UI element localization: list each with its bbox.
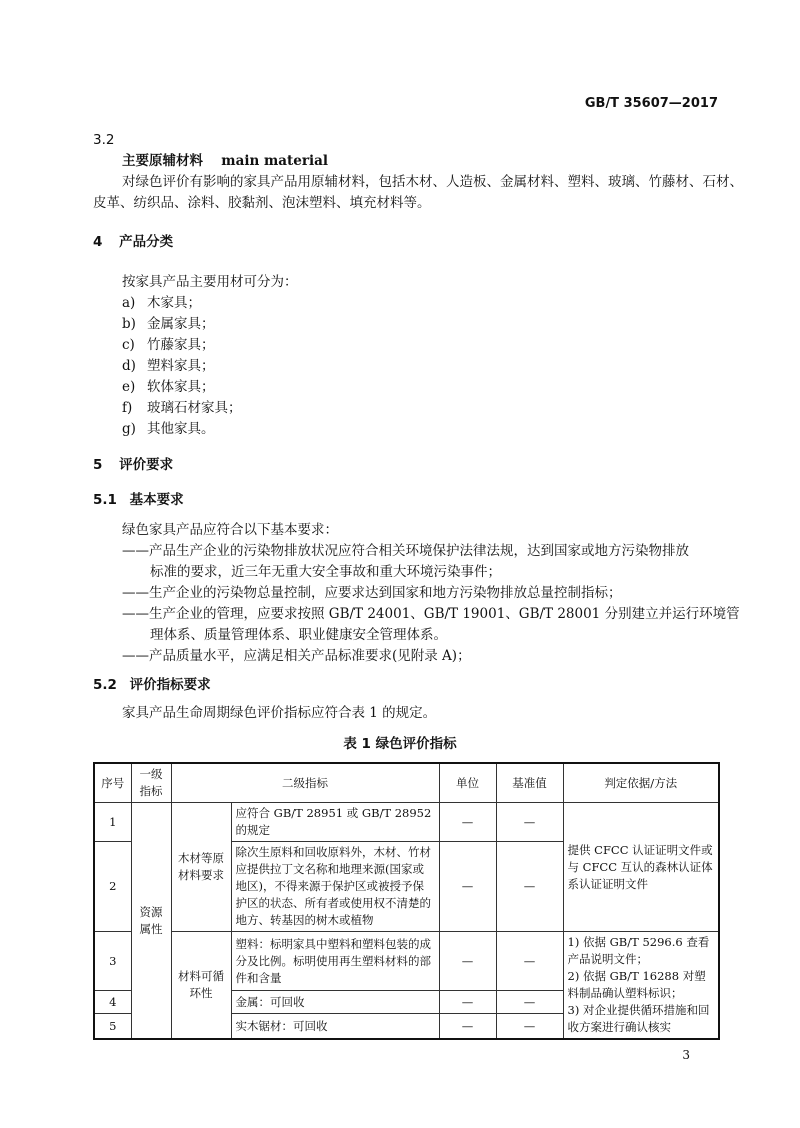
- cell-unit: —: [439, 932, 496, 991]
- standard-number: GB/T 35607—2017: [584, 96, 718, 111]
- cell-unit: —: [439, 1014, 496, 1039]
- section-5-1-intro: 绿色家具产品应符合以下基本要求：: [122, 522, 338, 538]
- cell-indicator: 金属：可回收: [231, 991, 439, 1014]
- section-4-number: 4: [93, 234, 103, 250]
- section-4-heading: [93, 232, 173, 253]
- cell-seq: 3: [94, 932, 131, 991]
- section-5-1-number: 5.1: [93, 492, 117, 508]
- header-unit: 单位: [439, 763, 496, 803]
- method-step: 3) 对企业提供循环措施和回收方案进行确认核实: [567, 1003, 710, 1034]
- cell-seq: 2: [94, 842, 131, 932]
- list-item: e) 软体家具；: [122, 379, 215, 395]
- list-item: g) 其他家具。: [122, 421, 215, 437]
- requirement-item-line1: ——生产企业的污染物总量控制，应要求达到国家和地方污染物排放总量控制指标；: [122, 585, 622, 601]
- cell-indicator: 实木锯材：可回收: [231, 1014, 439, 1039]
- cell-indicator: 除次生原料和回收原料外，木材、竹材应提供拉丁文名称和地理来源(国家或地区)，不得来源于保护区或被授予保护区的状态、所有者或使用权不清楚的地方、转基因的树木或植物: [231, 842, 439, 932]
- section-5-2-title: 评价指标要求: [129, 677, 211, 693]
- header-baseline: 基准值: [496, 763, 563, 803]
- indicator-table: [93, 762, 720, 1040]
- cell-seq: 1: [94, 803, 131, 842]
- term-heading: [122, 151, 328, 172]
- section-5-1-heading: [93, 490, 184, 511]
- table-title: 表 1 绿色评价指标: [343, 736, 457, 752]
- requirement-item-line1: ——产品质量水平，应满足相关产品标准要求(见附录 A)；: [122, 648, 471, 664]
- cell-indicator: 应符合 GB/T 28951 或 GB/T 28952 的规定: [231, 803, 439, 842]
- section-5-2-heading: [93, 675, 211, 696]
- list-item: a) 木家具；: [122, 295, 201, 311]
- term-definition-line1: 对绿色评价有影响的家具产品用原辅材料，包括木材、人造板、金属材料、塑料、玻璃、竹藤材、石材、: [122, 174, 743, 190]
- method-step: 2) 依据 GB/T 16288 对塑料制品确认塑料标识；: [567, 969, 706, 1000]
- cell-baseline: —: [496, 1014, 563, 1039]
- section-5-1-title: 基本要求: [129, 492, 184, 508]
- cell-baseline: —: [496, 932, 563, 991]
- cell-unit: —: [439, 991, 496, 1014]
- list-item: c) 竹藤家具；: [122, 337, 215, 353]
- section-5-heading: [93, 455, 173, 476]
- section-5-2-number: 5.2: [93, 677, 117, 693]
- header-level2: 二级指标: [171, 763, 439, 803]
- requirement-item-line2: 理体系、质量管理体系、职业健康安全管理体系。: [150, 627, 447, 643]
- term-cn: 主要原辅材料: [122, 153, 203, 169]
- requirement-item-line1: ——生产企业的管理，应要求按照 GB/T 24001、GB/T 19001、GB/T 28001 分别建立并运行环境管: [122, 606, 740, 622]
- cell-group-recycle: 材料可循环性: [171, 932, 231, 1040]
- cell-baseline: —: [496, 842, 563, 932]
- section-4-title: 产品分类: [119, 234, 174, 250]
- requirement-item-line1: ——产品生产企业的污染物排放状况应符合相关环境保护法律法规，达到国家或地方污染物排放: [122, 543, 689, 559]
- header-seq: 序号: [94, 763, 131, 803]
- section-5-number: 5: [93, 457, 103, 473]
- header-method: 判定依据/方法: [563, 763, 719, 803]
- cell-baseline: —: [496, 803, 563, 842]
- section-4-intro: 按家具产品主要用材可分为：: [122, 274, 298, 290]
- cell-level1-group: 资源属性: [131, 803, 171, 1040]
- table-row: [94, 932, 719, 991]
- list-item: b) 金属家具；: [122, 316, 215, 332]
- list-item: f) 玻璃石材家具；: [122, 400, 242, 416]
- list-item: d) 塑料家具；: [122, 358, 215, 374]
- cell-method-3-5: [563, 932, 719, 1040]
- section-5-title: 评价要求: [119, 457, 174, 473]
- cell-group-wood: 木材等原材料要求: [171, 803, 231, 932]
- method-step: 1) 依据 GB/T 5296.6 查看产品说明文件；: [567, 935, 710, 966]
- cell-unit: —: [439, 842, 496, 932]
- term-en: main material: [221, 153, 328, 169]
- table-header-row: [94, 763, 719, 803]
- term-definition-line2: 皮革、纺织品、涂料、胶黏剂、泡沫塑料、填充材料等。: [93, 195, 431, 211]
- page-number: 3: [682, 1048, 690, 1062]
- cell-unit: —: [439, 803, 496, 842]
- header-level1: 一级指标: [131, 763, 171, 803]
- cell-indicator: 塑料：标明家具中塑料和塑料包装的成分及比例。标明使用再生塑料材料的部件和含量: [231, 932, 439, 991]
- cell-seq: 4: [94, 991, 131, 1014]
- requirement-item-line2: 标准的要求，近三年无重大安全事故和重大环境污染事件；: [150, 564, 501, 580]
- cell-baseline: —: [496, 991, 563, 1014]
- section-3-2-number: 3.2: [93, 132, 115, 148]
- table-row: [94, 803, 719, 842]
- cell-seq: 5: [94, 1014, 131, 1039]
- section-5-2-text: 家具产品生命周期绿色评价指标应符合表 1 的规定。: [122, 705, 437, 721]
- cell-method-1-2: 提供 CFCC 认证证明文件或与 CFCC 互认的森林认证体系认证证明文件: [563, 803, 719, 932]
